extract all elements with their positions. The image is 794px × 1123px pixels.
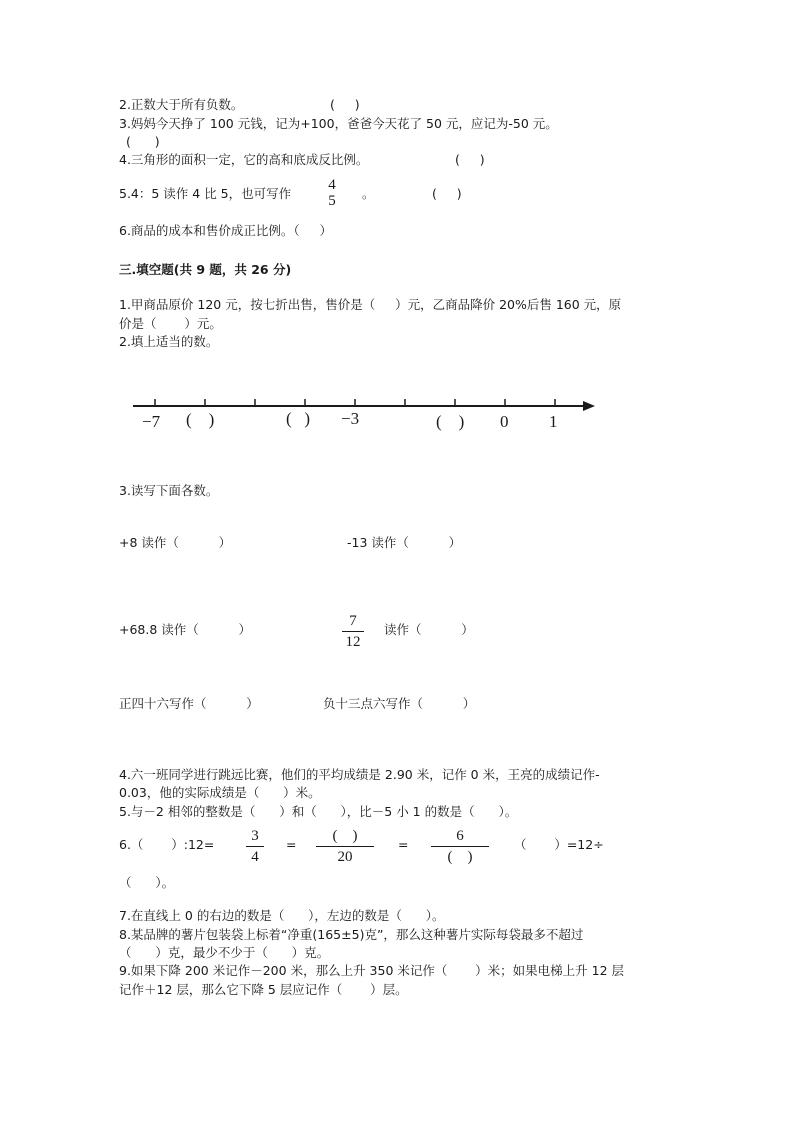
fill-q9-line1: 9.如果下降 200 米记作－200 米，那么上升 350 米记作（ ）米；如果电梯上升 12 层 — [119, 963, 625, 978]
write-item-1: 正四十六写作（ ） — [119, 696, 259, 711]
fraction-denominator: 12 — [345, 634, 361, 650]
fill-q1-line1: 1.甲商品原价 120 元，按七折出售，售价是（ ）元，乙商品降价 20%后售 160 元，原 — [119, 297, 622, 312]
number-line-label-minus3: −3 — [341, 409, 360, 428]
fraction-numerator: 3 — [251, 828, 259, 844]
fraction-bar — [342, 631, 364, 632]
judge-q5-period: 。 — [362, 186, 375, 201]
fill-q3: 3.读写下面各数。 — [119, 483, 219, 498]
fraction-numerator: 4 — [328, 177, 336, 193]
write-item-2: 负十三点六写作（ ） — [323, 696, 476, 711]
fill-q6-fraction-1 — [246, 828, 264, 865]
fill-q4-line1: 4.六一班同学进行跳远比赛，他们的平均成绩是 2.90 米，记作 0 米，王亮的成绩记作- — [119, 767, 600, 782]
fill-q6-equals-1: = — [286, 837, 297, 852]
fraction-bar — [431, 846, 489, 847]
fraction-denominator: 5 — [328, 193, 336, 209]
judge-q3: 3.妈妈今天挣了 100 元钱，记为+100，爸爸今天花了 50 元，应记为-50 元。 — [119, 116, 558, 131]
fraction-numerator: 7 — [349, 613, 357, 629]
fill-q1-line2: 价是（ ）元。 — [119, 316, 222, 331]
read-item-4: 读作（ ） — [384, 622, 474, 637]
fill-q7: 7.在直线上 0 的右边的数是（ ），左边的数是（ ）。 — [119, 908, 445, 923]
fill-q6-fraction-2 — [316, 828, 374, 865]
judge-q5-text: 5.4：5 读作 4 比 5，也可写作 — [119, 186, 292, 201]
read-item-1: +8 读作（ ） — [119, 535, 232, 550]
fill-q9-line2: 记作＋12 层，那么它下降 5 层应记作（ ）层。 — [119, 982, 408, 997]
number-line-blank-2[interactable]: ( ) — [286, 409, 311, 428]
number-line-arrow — [583, 401, 595, 411]
number-line-label-1: 1 — [549, 412, 558, 431]
number-line-label-0: 0 — [500, 412, 509, 431]
read-item-3: +68.8 读作（ ） — [119, 622, 252, 637]
judge-q6: 6.商品的成本和售价成正比例。（ ） — [119, 223, 333, 238]
judge-q4: 4.三角形的面积一定，它的高和底成反比例。 — [119, 152, 369, 167]
number-line-blank-3[interactable]: ( ) — [436, 412, 465, 431]
fill-q6-start: 6.（ ）:12= — [119, 837, 215, 852]
number-line-ticks — [155, 399, 555, 406]
fraction-denominator: 4 — [251, 849, 259, 865]
judge-q2-answer-paren[interactable]: ( ) — [330, 97, 360, 112]
judge-q3-answer-paren[interactable]: ( ) — [126, 134, 160, 149]
fill-q8-line2: （ ）克，最少不少于（ ）克。 — [119, 945, 330, 960]
fraction-bar — [246, 846, 264, 847]
read-item-2: -13 读作（ ） — [347, 535, 462, 550]
fraction-numerator-blank[interactable]: ( ) — [332, 828, 358, 844]
fraction-numerator: 6 — [456, 828, 464, 844]
fraction-bar — [316, 846, 374, 847]
fill-q8-line1: 8.某品牌的薯片包装袋上标着“净重(165±5)克”，那么这种薯片实际每袋最多不超过 — [119, 927, 584, 942]
section3-title: 三.填空题(共 9 题，共 26 分) — [119, 262, 292, 277]
judge-q4-answer-paren[interactable]: ( ) — [455, 152, 485, 167]
judge-q5-answer-paren[interactable]: ( ) — [432, 186, 462, 201]
fraction-denominator: 20 — [337, 849, 353, 865]
fill-q6-line2: （ ）。 — [119, 875, 175, 890]
read-item-4-fraction — [342, 613, 364, 650]
fraction-denominator-blank[interactable]: ( ) — [447, 849, 473, 865]
fill-q6-end: （ ）=12÷ — [514, 837, 604, 852]
fill-q6-fraction-3 — [431, 828, 489, 865]
fill-q2: 2.填上适当的数。 — [119, 334, 219, 349]
fill-q4-line2: 0.03，他的实际成绩是（ ）米。 — [119, 785, 321, 800]
judge-q2: 2.正数大于所有负数。 — [119, 97, 244, 112]
number-line-label-minus7: −7 — [142, 412, 161, 431]
number-line-blank-1[interactable]: ( ) — [186, 410, 215, 429]
fill-q6-equals-2: = — [398, 837, 409, 852]
fill-q5: 5.与－2 相邻的整数是（ ）和（ ），比－5 小 1 的数是（ ）。 — [119, 804, 518, 819]
